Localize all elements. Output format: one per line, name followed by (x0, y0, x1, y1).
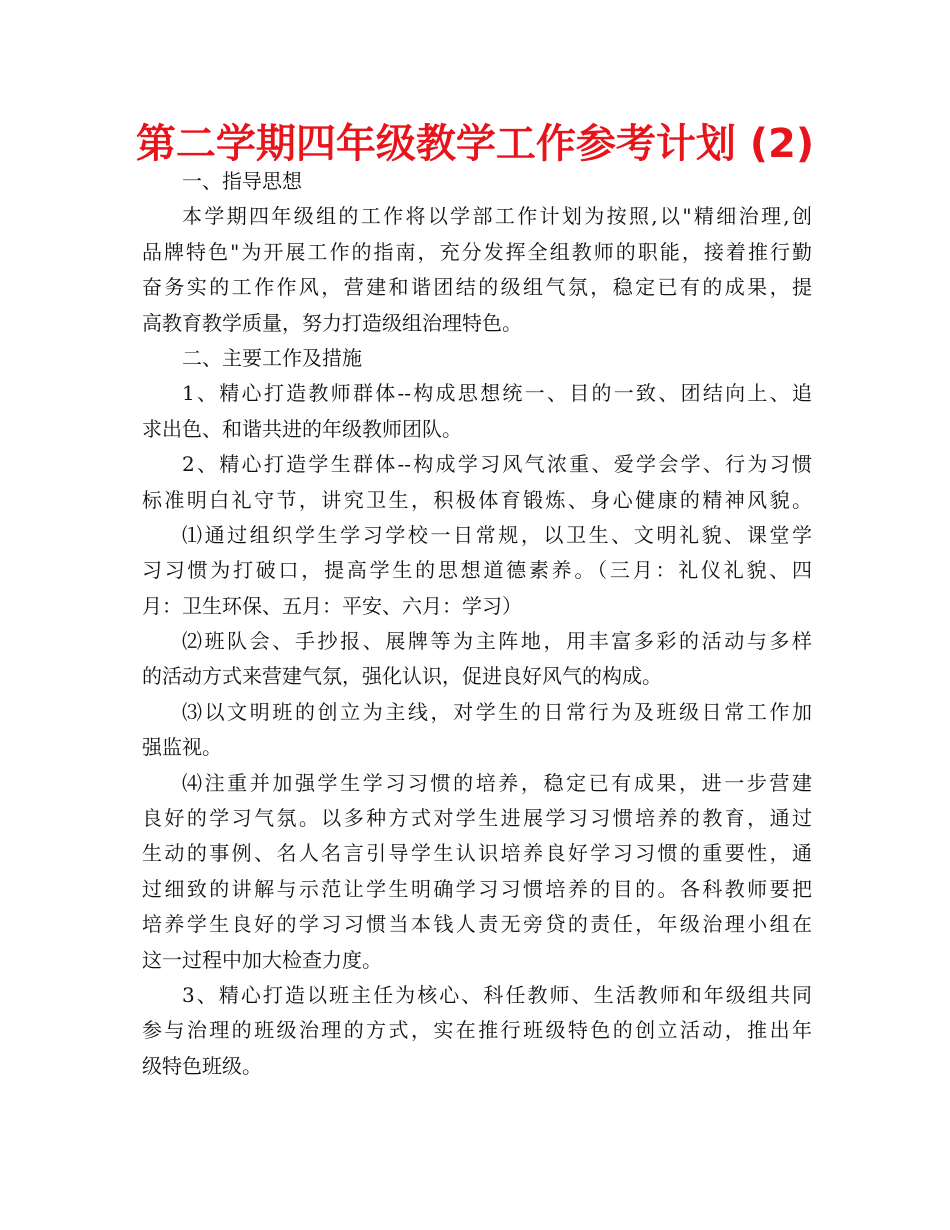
text-line: 3、精心打造以班主任为核心、科任教师、生活教师和年级组共同 (182, 982, 812, 1007)
text-line: 强监视。 (142, 735, 222, 760)
text-line: 月：卫生环保、五月：平安、六月：学习） (142, 593, 522, 618)
text-line: 这一过程中加大检查力度。 (142, 947, 382, 972)
text-line: 本学期四年级组的工作将以学部工作计划为按照,以"精细治理,创 (182, 204, 812, 229)
text-line: ⑷注重并加强学生学习习惯的培养，稳定已有成果，进一步营建 (182, 770, 812, 795)
text-line: 过细致的讲解与示范让学生明确学习习惯培养的目的。各科教师要把 (142, 876, 812, 901)
text-line: 二、主要工作及措施 (182, 345, 362, 370)
text-line: ⑶以文明班的创立为主线，对学生的日常行为及班级日常工作加 (182, 699, 812, 724)
text-line: 奋务实的工作作风，营建和谐团结的级组气氛，稳定已有的成果，提 (142, 275, 812, 300)
text-line: 级特色班级。 (142, 1053, 262, 1078)
text-line: 参与治理的班级治理的方式，实在推行班级特色的创立活动，推出年 (142, 1018, 812, 1043)
text-line: 的活动方式来营建气氛，强化认识，促进良好风气的构成。 (142, 664, 662, 689)
text-line: 品牌特色"为开展工作的指南，充分发挥全组教师的职能，接着推行勤 (142, 239, 812, 264)
text-line: 生动的事例、名人名言引导学生认识培养良好学习习惯的重要性，通 (142, 841, 812, 866)
text-line: ⑵班队会、手抄报、展牌等为主阵地，用丰富多彩的活动与多样 (182, 629, 812, 654)
text-line: 高教育教学质量，努力打造级组治理特色。 (142, 310, 522, 335)
document-body (142, 164, 812, 1084)
text-line: 习习惯为打破口，提高学生的思想道德素养。（三月：礼仪礼貌、四 (142, 558, 812, 583)
text-line: 良好的学习气氛。以多种方式对学生进展学习习惯培养的教育，通过 (142, 806, 812, 831)
text-line: 2、精心打造学生群体--构成学习风气浓重、爱学会学、行为习惯 (182, 452, 812, 477)
text-line: 求出色、和谐共进的年级教师团队。 (142, 416, 462, 441)
text-line: 标准明白礼守节，讲究卫生，积极体育锻炼、身心健康的精神风貌。 (142, 487, 812, 512)
text-line: 培养学生良好的学习习惯当本钱人责无旁贷的责任，年级治理小组在 (142, 912, 812, 937)
document-title: 第二学期四年级教学工作参考计划 (2) (135, 121, 815, 167)
text-line: 1、精心打造教师群体--构成思想统一、目的一致、团结向上、追 (182, 381, 812, 406)
text-line: 一、指导思想 (182, 169, 302, 193)
text-line: ⑴通过组织学生学习学校一日常规，以卫生、文明礼貌、课堂学 (182, 522, 812, 547)
